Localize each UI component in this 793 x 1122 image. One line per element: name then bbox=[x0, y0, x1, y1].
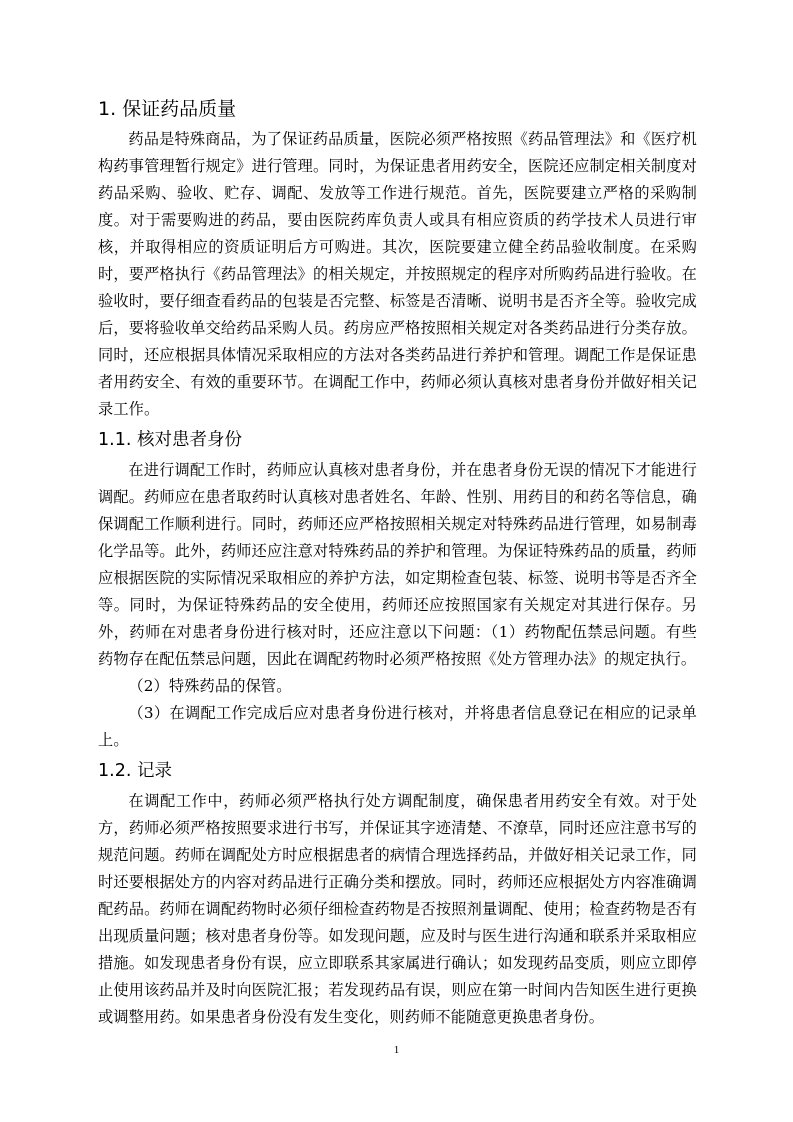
body-paragraph: （3）在调配工作完成后应对患者身份进行核对，并将患者信息登记在相应的记录单上。 bbox=[98, 704, 697, 749]
subsection-heading: 1.2. 记录 bbox=[98, 761, 172, 781]
page-number: 1 bbox=[393, 1044, 400, 1056]
document-page bbox=[98, 94, 697, 1031]
subsection-heading: 1.1. 核对患者身份 bbox=[98, 430, 242, 450]
body-paragraph: 在调配工作中，药师必须严格执行处方调配制度，确保患者用药安全有效。对于处方，药师必须严格按照要求进行书写，并保证其字迹清楚、不潦草，同时还应注意书写的规范问题。药师在调配处方时应根据患者的病情合理选择药品，并做好相关记录工作，同时还要根据处方的内容对药品进行正确分类和摆放。同时，药师还应根据处方内容准确调配药品。药师在调配药物时必须仔细检查药物是否按照剂量调配、使用；检查药物是否有出现质量问题；核对患者身份等。如发现问题，应及时与医生进行沟通和联系并采取相应措施。如发现患者身份有误，应立即联系其家属进行确认；如发现药品变质，则应立即停止使用该药品并及时向医院汇报；若发现药品有误，则应在第一时间内告知医生进行更换或调整用药。如果患者身份没有发生变化，则药师不能随意更换患者身份。 bbox=[98, 792, 697, 1026]
body-paragraph: 在进行调配工作时，药师应认真核对患者身份，并在患者身份无误的情况下才能进行调配。药师应在患者取药时认真核对患者姓名、年龄、性别、用药目的和药名等信息，确保调配工作顺利进行。同时，药师还应严格按照相关规定对特殊药品进行管理，如易制毒化学品等。此外，药师还应注意对特殊药品的养护和管理。为保证特殊药品的质量，药师应根据医院的实际情况采取相应的养护方法，如定期检查包装、标签、说明书等是否齐全等。同时，为保证特殊药品的安全使用，药师还应按照国家有关规定对其进行保存。另外，药师在对患者身份进行核对时，还应注意以下问题：（1）药物配伍禁忌问题。有些药物存在配伍禁忌问题，因此在调配药物时必须严格按照《处方管理办法》的规定执行。 bbox=[98, 461, 697, 668]
body-paragraph: （2）特殊药品的保管。 bbox=[128, 677, 292, 695]
section-records bbox=[98, 756, 697, 1031]
section-heading: 1. 保证药品质量 bbox=[98, 98, 237, 120]
body-paragraph: 药品是特殊商品，为了保证药品质量，医院必须严格按照《药品管理法》和《医疗机构药事管理暂行规定》进行管理。同时，为保证患者用药安全，医院还应制定相关制度对药品采购、验收、贮存、调配、发放等工作进行规范。首先，医院要建立严格的采购制度。对于需要购进的药品，要由医院药库负责人或具有相应资质的药学技术人员进行审核，并取得相应的资质证明后方可购进。其次，医院要建立健全药品验收制度。在采购时，要严格执行《药品管理法》的相关规定，并按照规定的程序对所购药品进行验收。在验收时，要仔细查看药品的包装是否完整、标签是否清晰、说明书是否齐全等。验收完成后，要将验收单交给药品采购人员。药房应严格按照相关规定对各类药品进行分类存放。同时，还应根据具体情况采取相应的方法对各类药品进行养护和管理。调配工作是保证患者用药安全、有效的重要环节。在调配工作中，药师必须认真核对患者身份并做好相关记录工作。 bbox=[98, 130, 697, 418]
section-drug-quality bbox=[98, 94, 697, 423]
section-verify-identity bbox=[98, 425, 697, 754]
